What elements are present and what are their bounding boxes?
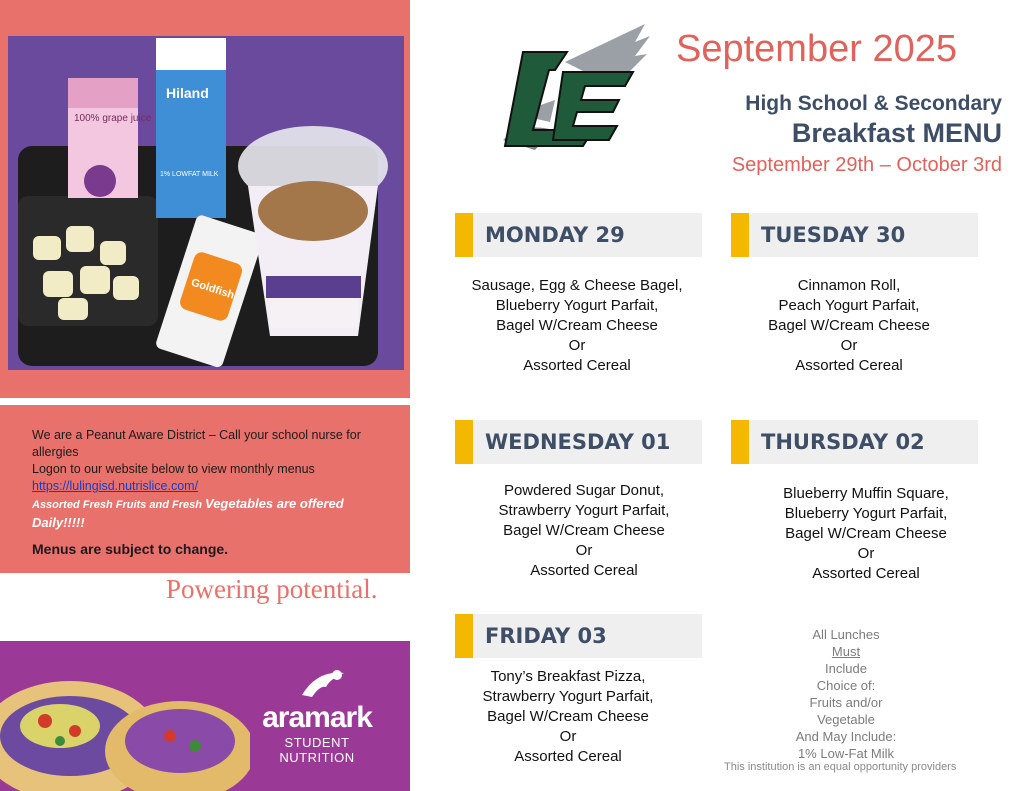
lunch-note-line (736, 626, 956, 677)
menu-item: Strawberry Yogurt Parfait, (482, 688, 654, 705)
day-header-wednesday (455, 420, 702, 464)
menu-item: Or (857, 545, 875, 562)
day-accent-bar (731, 420, 749, 464)
menu-item: Blueberry Muffin Square, (783, 485, 949, 502)
school-level: High School & Secondary (745, 92, 1002, 115)
juice-label: 100% grape juice (74, 113, 152, 124)
day-accent-bar (455, 420, 473, 464)
fresh-produce-notice (32, 495, 362, 533)
breakfast-photo (8, 36, 404, 370)
lunch-note-text: Include (825, 661, 867, 676)
lunch-note-line: 1% Low-Fat Milk (797, 746, 895, 761)
notice-text (32, 427, 362, 558)
menu-item: Blueberry Yogurt Parfait, (495, 297, 659, 314)
milk-type-label: 1% LOWFAT MILK (160, 171, 219, 178)
tagline: Powering potential. (166, 574, 378, 604)
milk-brand-label: Hiland (166, 85, 209, 101)
day-menu-thursday (741, 484, 991, 584)
menu-item: Bagel W/Cream Cheese (768, 317, 930, 334)
lunch-note-line: Choice of: (816, 678, 876, 693)
week-range: September 29th – October 3rd (731, 154, 1002, 176)
fresh-produce-small: Assorted Fresh Fruits and Fresh (32, 499, 202, 511)
fresh-produce-big: Vegetables are offered Daily!!!!! (32, 496, 344, 530)
day-header-friday (455, 614, 702, 658)
day-menu-monday (452, 276, 702, 376)
brand-sub1: STUDENT (284, 735, 350, 750)
menu-item: Peach Yogurt Parfait, (778, 297, 920, 314)
peanut-notice: We are a Peanut Aware District – Call your school nurse for allergies (32, 428, 361, 459)
menu-item: Strawberry Yogurt Parfait, (498, 502, 670, 519)
aramark-panel (0, 641, 410, 791)
tacos-illustration (0, 641, 250, 791)
lunch-note-line: Vegetable (817, 712, 875, 727)
menu-item: Assorted Cereal (523, 357, 631, 374)
lunch-note-line: And May Include: (795, 729, 897, 744)
day-accent-bar (731, 213, 749, 257)
day-header-tuesday (731, 213, 978, 257)
day-title: TUESDAY 30 (761, 223, 906, 247)
snack-label: Goldfish (189, 276, 236, 302)
menu-item: Or (559, 728, 577, 745)
day-accent-bar (455, 614, 473, 658)
day-header-monday (455, 213, 702, 257)
lunch-note-text: All Lunches (812, 627, 880, 642)
menu-item: Sausage, Egg & Cheese Bagel, (471, 277, 683, 294)
day-menu-tuesday (724, 276, 974, 376)
lunch-note-emphasis: Must (831, 644, 861, 659)
menu-item: Bagel W/Cream Cheese (785, 525, 947, 542)
day-title: MONDAY 29 (485, 223, 625, 247)
menu-change-notice: Menus are subject to change. (32, 541, 229, 557)
notice-panel (0, 405, 410, 573)
website-notice: Logon to our website below to view monthly menus (32, 462, 315, 476)
menu-item: Bagel W/Cream Cheese (487, 708, 649, 725)
menu-item: Assorted Cereal (812, 565, 920, 582)
menu-item: Blueberry Yogurt Parfait, (784, 505, 948, 522)
lunch-note-line: Fruits and/or (809, 695, 883, 710)
brand-name: aramark (262, 701, 372, 734)
school-eagle-logo (495, 22, 655, 162)
menu-item: Bagel W/Cream Cheese (496, 317, 658, 334)
menu-item: Bagel W/Cream Cheese (503, 522, 665, 539)
lunch-requirements-note (736, 626, 956, 762)
letter-e-shape (553, 72, 633, 140)
equal-opportunity-statement: This institution is an equal opportunity providers (724, 761, 957, 773)
menu-item: Assorted Cereal (795, 357, 903, 374)
menu-item: Assorted Cereal (530, 562, 638, 579)
day-title: FRIDAY 03 (485, 624, 607, 648)
day-menu-wednesday (459, 481, 709, 581)
day-header-thursday (731, 420, 978, 464)
month-title: September 2025 (676, 28, 957, 70)
aramark-logo (252, 679, 382, 765)
menu-item: Or (840, 337, 858, 354)
day-menu-friday (443, 667, 693, 767)
menu-item: Assorted Cereal (514, 748, 622, 765)
photo-panel (0, 0, 410, 398)
day-title: THURSDAY 02 (761, 430, 925, 454)
day-title: WEDNESDAY 01 (485, 430, 671, 454)
menu-item: Powdered Sugar Donut, (503, 482, 665, 499)
menu-item: Or (568, 337, 586, 354)
milk-carton (156, 38, 226, 218)
menu-item: Tony’s Breakfast Pizza, (490, 668, 646, 685)
menu-website-link[interactable]: https://lulingisd.nutrislice.com/ (32, 479, 199, 493)
menu-item: Or (575, 542, 593, 559)
day-accent-bar (455, 213, 473, 257)
brand-sub2: NUTRITION (279, 750, 355, 765)
breakfast-tray-illustration (8, 36, 404, 370)
menu-title: Breakfast MENU (791, 118, 1002, 148)
menu-item: Cinnamon Roll, (797, 277, 901, 294)
